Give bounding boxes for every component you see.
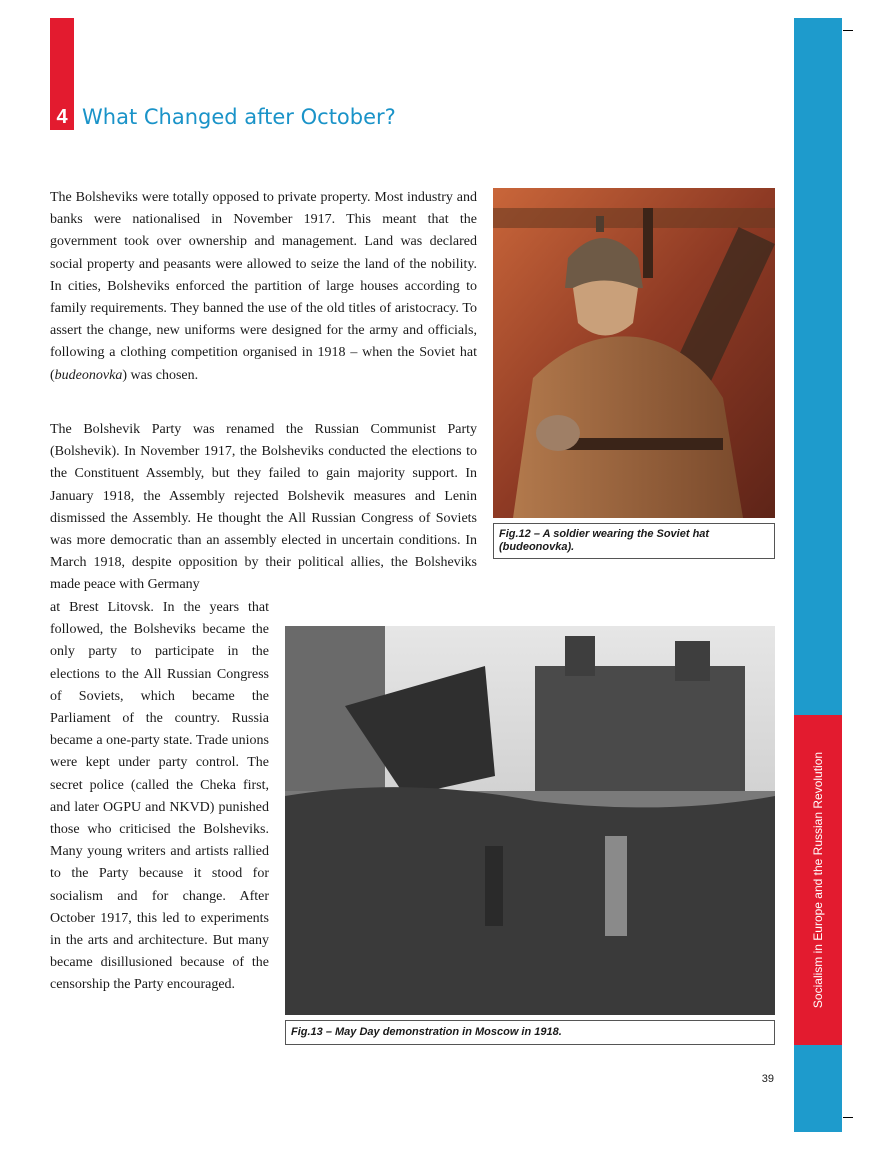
figure-may-day-photo — [285, 626, 775, 1015]
figure-12-caption: Fig.12 – A soldier wearing the Soviet hat (budeonovka). — [493, 523, 775, 559]
may-day-photograph — [285, 626, 775, 1015]
crop-mark — [843, 1117, 853, 1118]
crop-mark — [843, 30, 853, 31]
section-heading: What Changed after October? — [82, 105, 396, 129]
figure-soldier-painting — [493, 188, 775, 518]
paragraph-bolshevik-party: The Bolshevik Party was renamed the Russian Communist Party (Bolshevik). In November 1917, the Bolsheviks conducted the elections to the Constituent Assembly, but they failed to gain majority support. In January 1918, the Assembly rejected Bolshevik measures and Lenin dismissed the Assembly. He thought the All Russian Congress of Soviets was more democratic than an assembly elected in uncertain conditions. In March 1918, despite opposition by their political allies, the Bolsheviks made peace with Germany — [50, 422, 477, 593]
page-number: 39 — [761, 1073, 774, 1085]
section-number: 4 — [56, 106, 68, 128]
paragraph-private-property: The Bolsheviks were totally opposed to private property. Most industry and banks were nationalised in November 1917. This meant that the government took over ownership and management. Land was declared social property and peasants were allowed to seize the land of the nobility. In cities, Bolsheviks enforced the partition of large houses according to family requirements. They banned the use of the old titles of aristocracy. To assert the change, new uniforms were designed for the army and officials, following a clothing competition organised in 1918 – when the Soviet hat (budeonovka) was chosen. — [50, 190, 477, 383]
paragraph-one-party-state: at Brest Litovsk. In the years that followed, the Bolsheviks became the only party to participate in the elections to the All Russian Congress of Soviets, which became the Parliament of the country. Russia became a one-party state. Trade unions were kept under party control. The secret police (called the Cheka first, and later OGPU and NKVD) punished those who criticised the Bolsheviks. Many young writers and artists rallied to the Party because it stood for socialism and for change. After October 1917, this led to experiments in the arts and architecture. But many became disillusioned because of the censorship the Party encouraged. — [50, 600, 269, 993]
chapter-running-title: Socialism in Europe and the Russian Revolution — [811, 751, 825, 1009]
figure-13-caption: Fig.13 – May Day demonstration in Moscow in 1918. — [285, 1020, 775, 1045]
soldier-illustration — [493, 188, 775, 518]
